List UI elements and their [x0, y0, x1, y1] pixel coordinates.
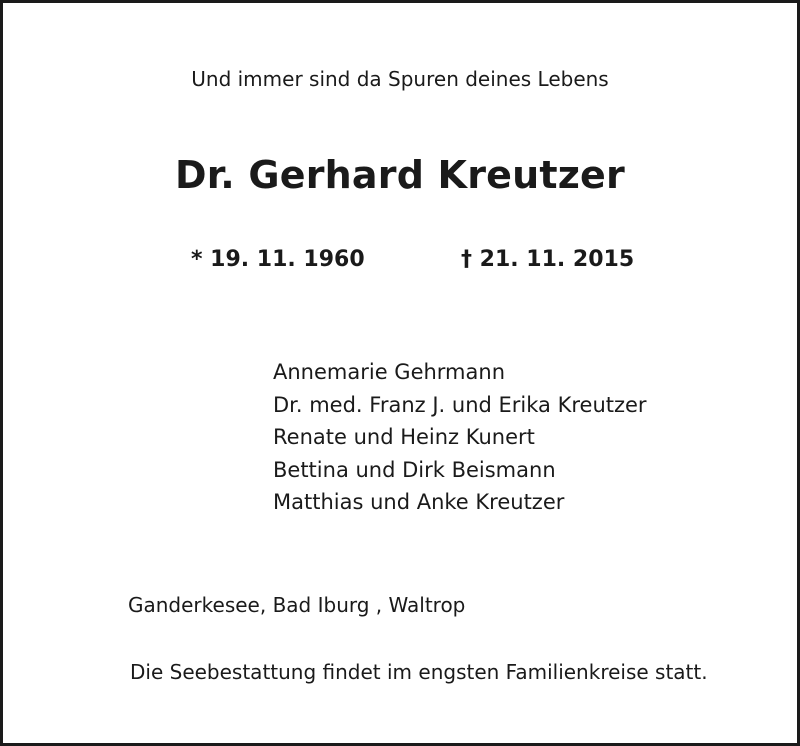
mourner-entry: Matthias und Anke Kreutzer — [273, 490, 565, 514]
death-date: † 21. 11. 2015 — [461, 247, 635, 272]
burial-note: Die Seebestattung findet im engsten Familienkreise statt. — [130, 660, 708, 684]
mourners-list — [273, 356, 647, 519]
motto-line: Und immer sind da Spuren deines Lebens — [191, 67, 609, 91]
mourner-entry: Renate und Heinz Kunert — [273, 425, 535, 449]
birth-date: * 19. 11. 1960 — [191, 247, 365, 272]
mourner-entry: Dr. med. Franz J. und Erika Kreutzer — [273, 392, 647, 417]
mourner-entry: Bettina und Dirk Beismann — [273, 457, 556, 482]
places-line: Ganderkesee, Bad Iburg , Waltrop — [128, 593, 466, 617]
mourner-entry: Annemarie Gehrmann — [273, 360, 506, 384]
deceased-name: Dr. Gerhard Kreutzer — [175, 153, 625, 197]
